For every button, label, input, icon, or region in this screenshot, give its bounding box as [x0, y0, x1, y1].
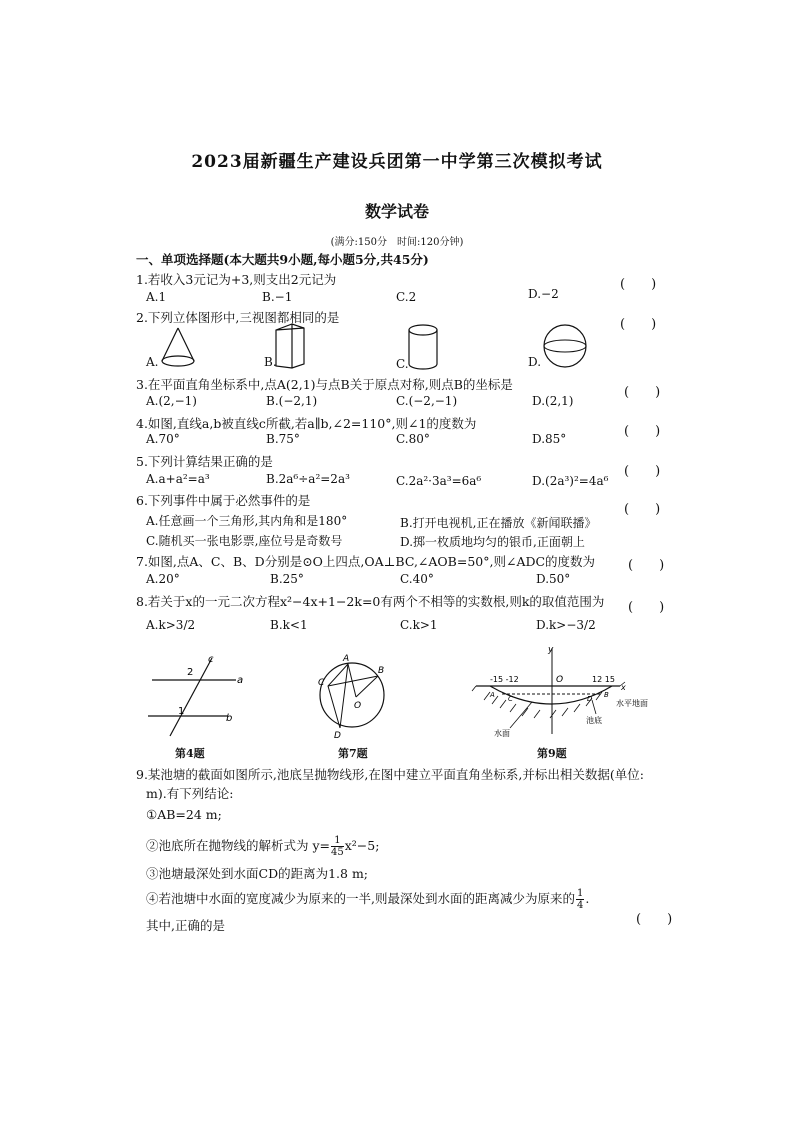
q9-conclusion-1: ①AB=24 m;	[146, 807, 222, 822]
option[interactable]: C.	[396, 357, 409, 371]
question-stem: 8.若关于x的一元二次方程x²−4x+1−2k=0有两个不相等的实数根,则k的取值范围为	[136, 594, 605, 609]
q9-intro: 9.某池塘的截面如图所示,池底呈抛物线形,在图中建立平面直角坐标系,并标出相关数据(单位:	[136, 767, 644, 782]
prism-icon	[272, 322, 308, 372]
option[interactable]: D.85°	[532, 432, 567, 446]
cone-icon	[158, 325, 198, 370]
label-1: 1	[178, 706, 185, 717]
page-title: 2023届新疆生产建设兵团第一中学第三次模拟考试	[191, 152, 603, 172]
q9-conclusion-4: ④若池塘中水面的宽度减少为原来的一半,则最深处到水面的距离减少为原来的 $\frac{1}{4}$ .	[146, 888, 590, 911]
figure-caption: 第4题	[175, 747, 205, 760]
q9-final: 其中,正确的是	[146, 918, 225, 933]
label-B: B	[604, 691, 609, 699]
option[interactable]: C.随机买一张电影票,座位号是奇数号	[146, 534, 343, 548]
option[interactable]: A.70°	[146, 432, 180, 446]
answer-paren[interactable]: ( )	[620, 277, 657, 292]
label-A: A	[490, 691, 495, 699]
figure-caption: 第9题	[537, 747, 567, 760]
option[interactable]: D.(2a³)²=4a⁶	[532, 474, 609, 488]
option[interactable]: B.2a⁶÷a²=2a³	[266, 472, 350, 486]
label-O: O	[354, 701, 362, 711]
option[interactable]: A.	[146, 355, 159, 369]
label-ground: 水平地面	[616, 699, 648, 708]
figure-caption: 第7题	[338, 747, 368, 760]
option[interactable]: D.k>−3/2	[536, 618, 596, 632]
option[interactable]: C.(−2,−1)	[396, 394, 458, 408]
question-stem: 6.下列事件中属于必然事件的是	[136, 493, 311, 508]
option[interactable]: B.(−2,1)	[266, 394, 318, 408]
answer-paren[interactable]: ( )	[628, 600, 665, 615]
label-C: C	[318, 678, 325, 688]
option[interactable]: B.	[264, 355, 277, 369]
option[interactable]: B.25°	[270, 572, 304, 586]
ticks-left: -15 -12	[490, 675, 519, 684]
answer-paren[interactable]: ( )	[624, 502, 661, 517]
option[interactable]: B.−1	[262, 290, 293, 304]
option[interactable]: A.1	[146, 290, 167, 304]
label-A: A	[343, 654, 350, 664]
option[interactable]: D.−2	[528, 287, 559, 301]
figure-9	[470, 640, 690, 742]
fraction: $\frac{1}{4}$	[576, 888, 584, 911]
option[interactable]: B.打开电视机,正在播放《新闻联播》	[400, 516, 597, 530]
label-C: C	[508, 695, 513, 703]
figure-4	[140, 650, 250, 740]
label-D: D	[334, 731, 341, 741]
option[interactable]: B.k<1	[270, 618, 308, 632]
label-x: x	[621, 683, 626, 692]
question-stem: 5.下列计算结果正确的是	[136, 454, 273, 469]
page-subtitle: 数学试卷	[364, 202, 429, 221]
label-a: a	[237, 675, 244, 686]
option[interactable]: D.(2,1)	[532, 394, 574, 408]
label-b: b	[226, 713, 233, 724]
option[interactable]: A.k>3/2	[146, 618, 196, 632]
answer-paren[interactable]: ( )	[624, 464, 661, 479]
q9-intro-cont: m).有下列结论:	[146, 786, 234, 801]
section-heading: 一、单项选择题(本大题共9小题,每小题5分,共45分)	[136, 252, 429, 267]
option[interactable]: B.75°	[266, 432, 300, 446]
q9-conclusion-2: ②池底所在抛物线的解析式为 y= $\frac{1}{45}$ x²−5;	[146, 835, 380, 858]
label-B: B	[378, 666, 385, 676]
answer-paren[interactable]: ( )	[624, 424, 661, 439]
option[interactable]: D.50°	[536, 572, 571, 586]
ticks-right: 12 15	[592, 675, 615, 684]
exam-meta: (满分:150分 时间:120分钟)	[330, 237, 464, 248]
label-bottom: 池底	[586, 716, 602, 725]
option[interactable]: D.	[528, 355, 542, 369]
option[interactable]: C.40°	[400, 572, 434, 586]
option[interactable]: C.80°	[396, 432, 430, 446]
option[interactable]: C.k>1	[400, 618, 438, 632]
question-stem: 4.如图,直线a,b被直线c所截,若a∥b,∠2=110°,则∠1的度数为	[136, 416, 477, 431]
label-c: c	[208, 654, 214, 665]
q9-conclusion-3: ③池塘最深处到水面CD的距离为1.8 m;	[146, 866, 369, 881]
option[interactable]: C.2	[396, 290, 417, 304]
answer-paren[interactable]: ( )	[620, 317, 657, 332]
label-D: D	[587, 695, 593, 703]
question-stem: 1.若收入3元记为+3,则支出2元记为	[136, 272, 337, 287]
label-2: 2	[187, 667, 194, 678]
cylinder-icon	[405, 322, 441, 372]
answer-paren[interactable]: ( )	[636, 912, 673, 927]
label-water: 水面	[494, 729, 510, 738]
label-O: O	[556, 675, 564, 685]
answer-paren[interactable]: ( )	[624, 385, 661, 400]
sphere-icon	[541, 322, 589, 370]
figure-7	[312, 650, 392, 742]
option[interactable]: C.2a²·3a³=6a⁶	[396, 474, 482, 488]
option[interactable]: A.a+a²=a³	[146, 472, 210, 486]
question-stem: 2.下列立体图形中,三视图都相同的是	[136, 310, 340, 325]
question-stem: 3.在平面直角坐标系中,点A(2,1)与点B关于原点对称,则点B的坐标是	[136, 377, 513, 392]
option[interactable]: D.掷一枚质地均匀的银币,正面朝上	[400, 535, 585, 549]
label-y: y	[548, 645, 554, 655]
option[interactable]: A.任意画一个三角形,其内角和是180°	[146, 514, 348, 528]
option[interactable]: A.(2,−1)	[146, 394, 197, 408]
answer-paren[interactable]: ( )	[628, 558, 665, 573]
fraction: $\frac{1}{45}$	[331, 835, 344, 858]
question-stem: 7.如图,点A、C、B、D分别是⊙O上四点,OA⊥BC,∠AOB=50°,则∠ADC的度数为	[136, 554, 596, 569]
option[interactable]: A.20°	[146, 572, 180, 586]
